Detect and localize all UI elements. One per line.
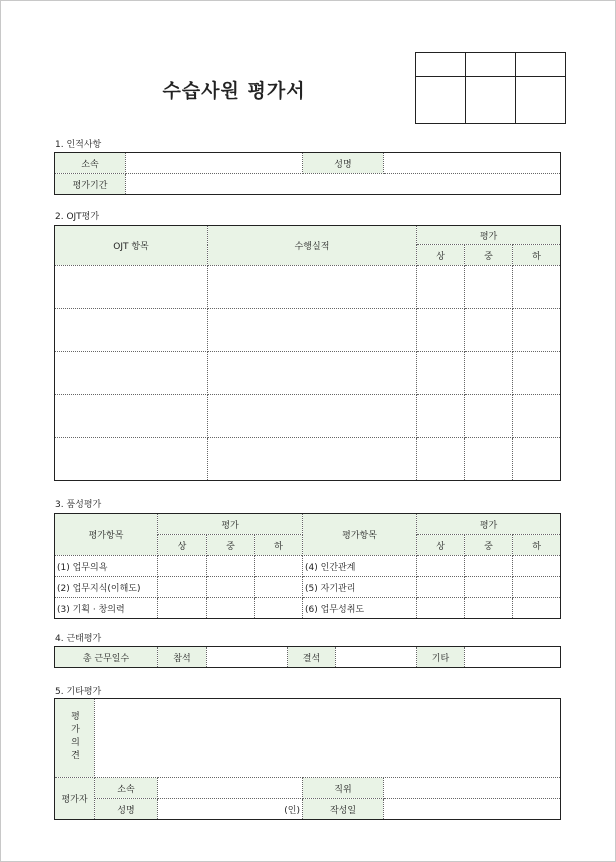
ojt-item-field[interactable] [55, 438, 208, 481]
char-grade-cell[interactable] [417, 577, 465, 598]
char-grade-cell[interactable] [465, 598, 513, 619]
evaluator-name-label: 성명 [95, 799, 158, 820]
present-label: 참석 [158, 647, 207, 668]
section-label-character: 3. 품성평가 [55, 500, 102, 510]
section-label-personal: 1. 인적사항 [55, 140, 102, 150]
ojt-grade-cell[interactable] [417, 352, 465, 395]
opinion-label [55, 699, 95, 778]
char-eval-header-right: 평가 [417, 514, 561, 535]
section-label-ojt: 2. OJT평가 [55, 212, 100, 222]
ojt-row [55, 309, 561, 352]
name-field[interactable] [384, 153, 561, 174]
char-grade-cell[interactable] [513, 556, 561, 577]
page-title: 수습사원 평가서 [162, 80, 306, 102]
ojt-performance-field[interactable] [208, 395, 417, 438]
period-label: 평가기간 [55, 174, 126, 195]
ojt-grade-cell[interactable] [417, 309, 465, 352]
char-grade-cell[interactable] [417, 598, 465, 619]
grade-mid: 중 [465, 535, 513, 556]
char-item-label: (4) 인간관계 [303, 556, 417, 577]
char-grade-cell[interactable] [207, 598, 255, 619]
ojt-grade-cell[interactable] [465, 309, 513, 352]
other-label: 기타 [417, 647, 465, 668]
char-grade-cell[interactable] [255, 577, 303, 598]
approval-cell[interactable] [466, 77, 516, 124]
char-item-label: (6) 업무성취도 [303, 598, 417, 619]
character-table [54, 513, 561, 619]
grade-low: 하 [513, 535, 561, 556]
grade-high: 상 [158, 535, 207, 556]
ojt-performance-field[interactable] [208, 266, 417, 309]
ojt-eval-header: 평가 [417, 226, 561, 245]
ojt-item-header: OJT 항목 [55, 226, 208, 266]
approval-cell[interactable] [416, 53, 466, 77]
ojt-table [54, 225, 561, 481]
approval-cell[interactable] [516, 77, 566, 124]
approval-cell[interactable] [516, 53, 566, 77]
ojt-performance-field[interactable] [208, 309, 417, 352]
ojt-row [55, 352, 561, 395]
grade-low: 하 [255, 535, 303, 556]
ojt-grade-cell[interactable] [417, 266, 465, 309]
period-field[interactable] [126, 174, 561, 195]
char-row [55, 598, 561, 619]
ojt-grade-cell[interactable] [417, 395, 465, 438]
ojt-item-field[interactable] [55, 395, 208, 438]
approval-cell[interactable] [466, 53, 516, 77]
other-eval-table [54, 698, 561, 820]
date-label: 작성일 [303, 799, 384, 820]
affiliation-label: 소속 [55, 153, 126, 174]
char-grade-cell[interactable] [465, 556, 513, 577]
evaluator-label: 평가자 [55, 778, 95, 820]
char-item-label: (1) 업무의욕 [55, 556, 158, 577]
absent-field[interactable] [336, 647, 417, 668]
ojt-grade-cell[interactable] [465, 352, 513, 395]
char-grade-cell[interactable] [207, 556, 255, 577]
char-grade-cell[interactable] [513, 577, 561, 598]
char-grade-cell[interactable] [513, 598, 561, 619]
section-label-attendance: 4. 근태평가 [55, 634, 102, 644]
evaluator-position-field[interactable] [384, 778, 561, 799]
ojt-row [55, 438, 561, 481]
total-days-label: 총 근무일수 [55, 647, 158, 668]
opinion-label-text: 평가의견 [69, 710, 79, 763]
ojt-item-field[interactable] [55, 309, 208, 352]
ojt-row [55, 266, 561, 309]
ojt-grade-cell[interactable] [417, 438, 465, 481]
ojt-grade-cell[interactable] [513, 309, 561, 352]
char-item-label: (3) 기획 · 창의력 [55, 598, 158, 619]
ojt-row [55, 395, 561, 438]
seal-mark: (인) [284, 805, 300, 816]
evaluator-position-label: 직위 [303, 778, 384, 799]
ojt-item-field[interactable] [55, 266, 208, 309]
approval-box [415, 52, 566, 124]
ojt-grade-cell[interactable] [513, 266, 561, 309]
ojt-grade-cell[interactable] [465, 438, 513, 481]
grade-mid: 중 [465, 245, 513, 266]
affiliation-field[interactable] [126, 153, 303, 174]
attendance-table [54, 646, 561, 668]
grade-mid: 중 [207, 535, 255, 556]
ojt-performance-field[interactable] [208, 438, 417, 481]
char-grade-cell[interactable] [158, 598, 207, 619]
char-row [55, 556, 561, 577]
name-label: 성명 [303, 153, 384, 174]
char-grade-cell[interactable] [158, 556, 207, 577]
grade-high: 상 [417, 535, 465, 556]
grade-high: 상 [417, 245, 465, 266]
approval-cell[interactable] [416, 77, 466, 124]
ojt-item-field[interactable] [55, 352, 208, 395]
ojt-grade-cell[interactable] [465, 266, 513, 309]
char-grade-cell[interactable] [158, 577, 207, 598]
ojt-grade-cell[interactable] [513, 438, 561, 481]
ojt-grade-cell[interactable] [465, 395, 513, 438]
absent-label: 결석 [288, 647, 336, 668]
char-grade-cell[interactable] [417, 556, 465, 577]
date-field[interactable] [384, 799, 561, 820]
other-field[interactable] [465, 647, 561, 668]
char-grade-cell[interactable] [207, 577, 255, 598]
char-item-header-right: 평가항목 [303, 514, 417, 556]
char-grade-cell[interactable] [255, 598, 303, 619]
char-grade-cell[interactable] [465, 577, 513, 598]
section-label-other: 5. 기타평가 [55, 687, 102, 697]
char-item-label: (5) 자기관리 [303, 577, 417, 598]
evaluator-name-field[interactable] [158, 799, 303, 820]
ojt-grade-cell[interactable] [513, 352, 561, 395]
grade-low: 하 [513, 245, 561, 266]
ojt-performance-header: 수행실적 [208, 226, 417, 266]
char-item-header-left: 평가항목 [55, 514, 158, 556]
evaluator-affiliation-field[interactable] [158, 778, 303, 799]
personal-info-table [54, 152, 561, 195]
ojt-grade-cell[interactable] [513, 395, 561, 438]
ojt-performance-field[interactable] [208, 352, 417, 395]
char-item-label: (2) 업무지식(이해도) [55, 577, 158, 598]
present-field[interactable] [207, 647, 288, 668]
char-row [55, 577, 561, 598]
char-grade-cell[interactable] [255, 556, 303, 577]
opinion-field[interactable] [95, 699, 561, 778]
evaluator-affiliation-label: 소속 [95, 778, 158, 799]
char-eval-header-left: 평가 [158, 514, 303, 535]
